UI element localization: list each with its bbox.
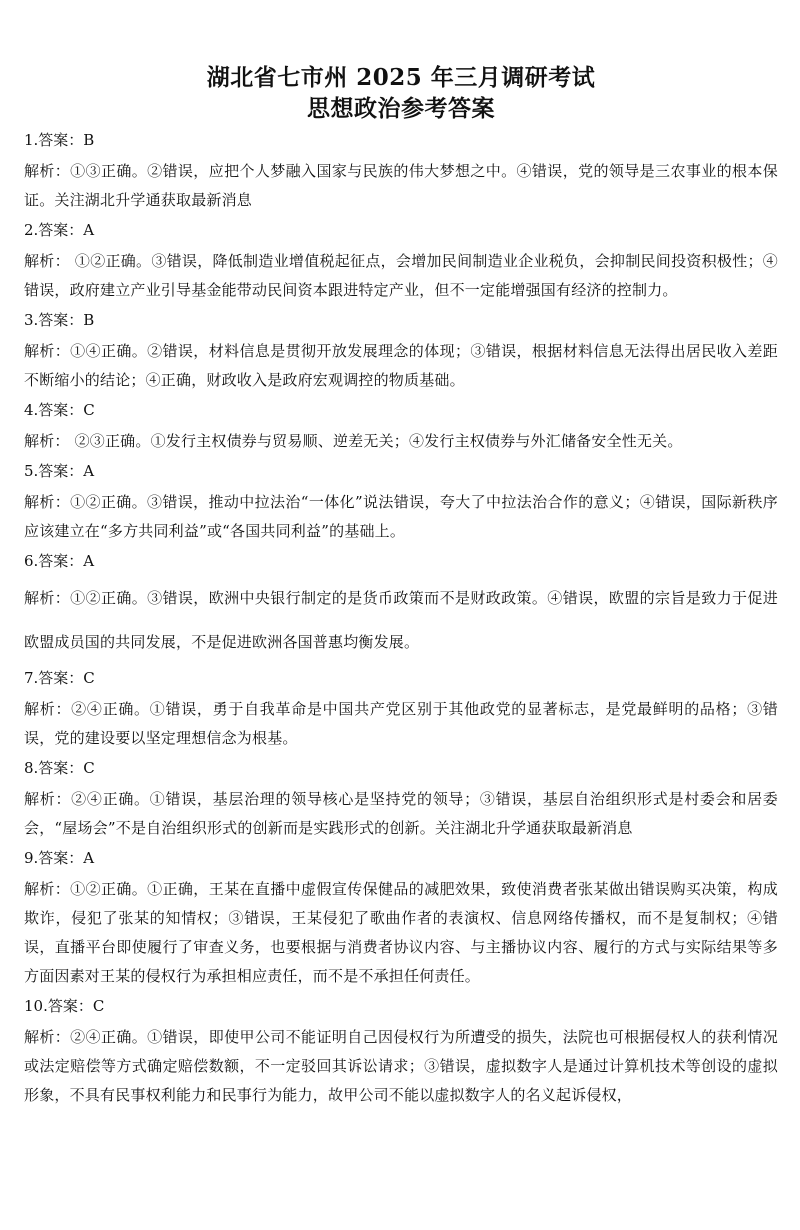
answer-item <box>24 668 778 753</box>
answer-item <box>24 220 778 305</box>
answer-line: 8.答案：C <box>24 759 95 777</box>
answer-line: 6.答案：A <box>24 552 95 570</box>
answer-line: 5.答案：A <box>24 462 95 480</box>
exam-title: 湖北省七市州 2025 年三月调研考试 <box>206 64 596 91</box>
answer-key-title: 思想政治参考答案 <box>307 95 495 122</box>
answer-line: 10.答案：C <box>24 997 105 1015</box>
answer-item <box>24 848 778 991</box>
analysis-paragraph: 解析：②④正确。①错误，即使甲公司不能证明自己因侵权行为所遭受的损失，法院也可根据侵权人的获利情况或法定赔偿等方式确定赔偿数额，不一定驳回其诉讼请求；③错误，虚拟数字人是通过计算机技术等创设的虚拟形象，不具有民事权利能力和民事行为能力，故甲公司不能以虚拟数字人的名义起诉侵权， <box>24 1028 778 1104</box>
analysis-paragraph: 解析：①③正确。②错误，应把个人梦融入国家与民族的伟大梦想之中。④错误，党的领导是三农事业的根本保证。关注湖北升学通获取最新消息 <box>24 162 778 209</box>
answer-item <box>24 758 778 843</box>
analysis-paragraph: 解析：①②正确。③错误，欧洲中央银行制定的是货币政策而不是财政政策。④错误，欧盟的宗旨是致力于促进欧盟成员国的共同发展，不是促进欧洲各国普惠均衡发展。 <box>24 589 778 651</box>
answer-item <box>24 310 778 395</box>
analysis-paragraph: 解析： ①②正确。③错误，降低制造业增值税起征点，会增加民间制造业企业税负，会抑制民间投资积极性；④错误，政府建立产业引导基金能带动民间资本跟进特定产业，但不一定能增强国有经济的控制力。 <box>24 252 778 299</box>
answer-line: 2.答案：A <box>24 221 95 239</box>
analysis-paragraph: 解析：①④正确。②错误，材料信息是贯彻开放发展理念的体现；③错误，根据材料信息无法得出居民收入差距不断缩小的结论；④正确，财政收入是政府宏观调控的物质基础。 <box>24 342 778 389</box>
answer-item <box>24 996 778 1110</box>
analysis-paragraph: 解析：②④正确。①错误，勇于自我革命是中国共产党区别于其他政党的显著标志，是党最鲜明的品格；③错误，党的建设要以坚定理想信念为根基。 <box>24 700 778 747</box>
answer-item <box>24 551 778 664</box>
analysis-paragraph: 解析：②④正确。①错误，基层治理的领导核心是坚持党的领导；③错误，基层自治组织形式是村委会和居委会，“屋场会”不是自治组织形式的创新而是实践形式的创新。关注湖北升学通获取最新消息 <box>24 790 778 837</box>
answer-line: 9.答案：A <box>24 849 95 867</box>
analysis-paragraph: 解析： ②③正确。①发行主权债券与贸易顺、逆差无关；④发行主权债券与外汇储备安全性无关。 <box>24 432 683 450</box>
document-header <box>24 0 778 124</box>
answer-list <box>24 130 778 1110</box>
answer-line: 3.答案：B <box>24 311 95 329</box>
analysis-paragraph: 解析：①②正确。①正确，王某在直播中虚假宣传保健品的减肥效果，致使消费者张某做出错误购买决策，构成欺诈，侵犯了张某的知情权；③错误，王某侵犯了歌曲作者的表演权、信息网络传播权，而不是复制权；④错误，直播平台即使履行了审查义务，也要根据与消费者协议内容、与主播协议内容、履行的方式与实际结果等多方面因素对王某的侵权行为承担相应责任，而不是不承担任何责任。 <box>24 880 778 985</box>
analysis-paragraph: 解析：①②正确。③错误，推动中拉法治“一体化”说法错误，夸大了中拉法治合作的意义；④错误，国际新秩序应该建立在“多方共同利益”或“各国共同利益”的基础上。 <box>24 493 778 540</box>
answer-item <box>24 130 778 215</box>
answer-line: 4.答案：C <box>24 401 95 419</box>
answer-line: 7.答案：C <box>24 669 95 687</box>
answer-item <box>24 400 778 456</box>
answer-line: 1.答案：B <box>24 131 95 149</box>
answer-item <box>24 461 778 546</box>
